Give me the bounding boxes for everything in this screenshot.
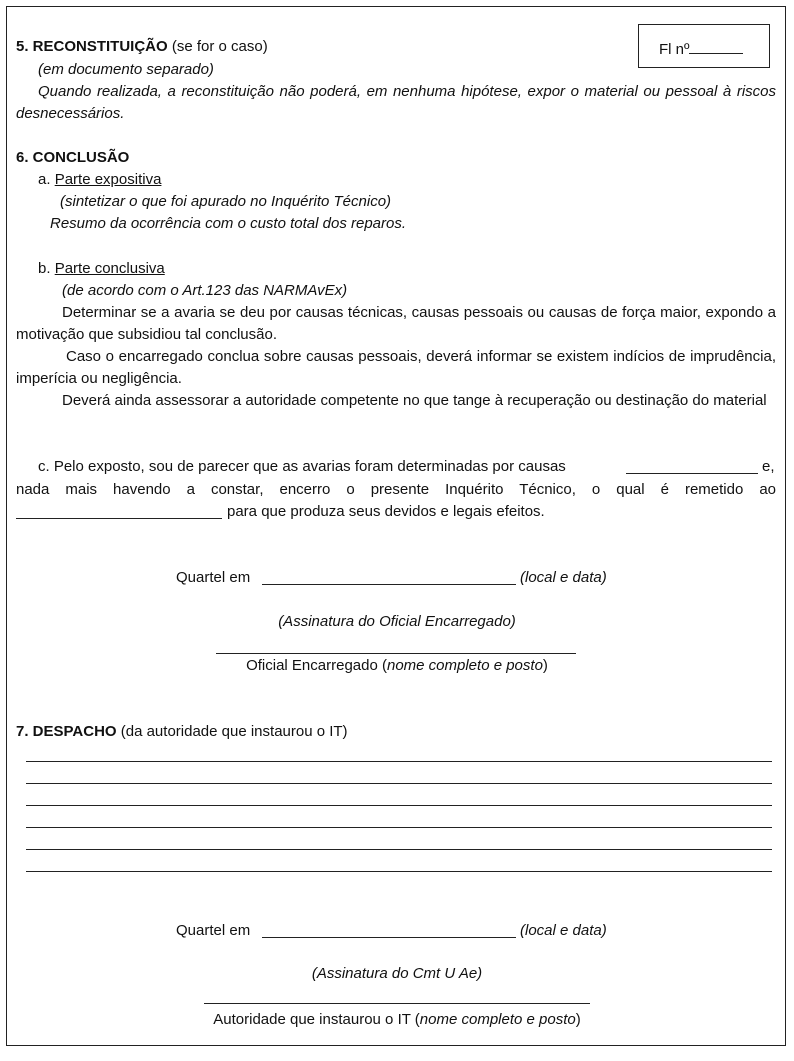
section-6a-label: Parte expositiva xyxy=(54,171,162,188)
section-6a-note: (sintetizar o que foi apurado no Inquérito Técnico) xyxy=(60,193,392,210)
sheet-number-box xyxy=(638,24,770,68)
section-5-title: 5. RECONSTITUIÇÃO xyxy=(16,38,168,55)
section-6c-text-1a: c. Pelo exposto, sou de parecer que as avarias foram determinadas por causas xyxy=(38,458,566,475)
section-6-place-note: (local e data) xyxy=(520,569,607,586)
section-7-title-suffix: (da autoridade que instaurou o IT) xyxy=(116,723,348,740)
section-5-paragraph: Quando realizada, a reconstituição não poderá, em nenhuma hipótese, expor o material ou pessoal à riscos desnecessários. xyxy=(16,83,776,122)
section-6-place-label: Quartel em xyxy=(176,569,251,586)
section-6-signer xyxy=(0,657,794,675)
section-7-signature-note: (Assinatura do Cmt U Ae) xyxy=(311,965,483,982)
section-6a-prefix: a. xyxy=(38,171,55,188)
section-7-heading xyxy=(16,723,348,741)
dispatch-line-1[interactable] xyxy=(26,761,772,762)
section-6a-heading xyxy=(38,171,161,189)
section-7-title: 7. DESPACHO xyxy=(16,723,117,740)
section-6c-line-2: nada mais havendo a constar, encerro o presente Inquérito Técnico, o qual é remetido ao xyxy=(16,481,776,498)
section-5-heading xyxy=(16,38,268,56)
section-5-title-suffix: (se for o caso) xyxy=(167,38,268,55)
sheet-number-label: Fl nº xyxy=(659,41,690,58)
section-5-note: (em documento separado) xyxy=(38,61,214,78)
dispatch-line-3[interactable] xyxy=(26,805,772,806)
section-6b-paragraph-3: Deverá ainda assessorar a autoridade competente no que tange à recuperação ou destinação do material xyxy=(62,392,767,409)
section-7-signature-line[interactable] xyxy=(204,1003,590,1004)
section-6b-note: (de acordo com o Art.123 das NARMAvEx) xyxy=(62,282,348,299)
section-7-signer-prefix: Autoridade que instaurou o IT ( xyxy=(213,1011,420,1028)
section-6-place-date-line[interactable] xyxy=(262,584,516,585)
section-6-signature-note: (Assinatura do Oficial Encarregado) xyxy=(278,613,516,630)
section-6-signature-line[interactable] xyxy=(216,653,576,654)
dispatch-line-4[interactable] xyxy=(26,827,772,828)
section-6-signer-italic: nome completo e posto xyxy=(386,657,543,674)
section-6b-paragraph-1: Determinar se a avaria se deu por causas técnicas, causas pessoais ou causas de força maior, expondo a motivação que subsidiou tal conclusão. xyxy=(16,304,776,343)
sheet-number-field[interactable] xyxy=(689,39,743,54)
section-6b-label: Parte conclusiva xyxy=(54,260,165,277)
section-6a-text: Resumo da ocorrência com o custo total dos reparos. xyxy=(50,215,407,232)
section-6c-line-3: para que produza seus devidos e legais efeitos. xyxy=(227,503,545,520)
section-6c-text-1b: e, xyxy=(762,458,775,475)
section-6-title: 6. CONCLUSÃO xyxy=(16,149,130,166)
section-7-place-date-line[interactable] xyxy=(262,937,516,938)
section-7-place-note: (local e data) xyxy=(520,922,607,939)
recipient-blank-line[interactable] xyxy=(16,518,222,519)
section-7-place-label: Quartel em xyxy=(176,922,251,939)
dispatch-line-2[interactable] xyxy=(26,783,772,784)
section-6c-line-1 xyxy=(38,458,566,476)
section-6-signer-suffix: ) xyxy=(542,657,548,674)
section-6b-heading xyxy=(38,260,165,278)
cause-blank-line[interactable] xyxy=(626,473,758,474)
section-7-signer xyxy=(0,1011,794,1029)
dispatch-line-5[interactable] xyxy=(26,849,772,850)
section-7-signer-italic: nome completo e posto xyxy=(419,1011,576,1028)
section-6-signer-prefix: Oficial Encarregado ( xyxy=(246,657,387,674)
section-6b-prefix: b. xyxy=(38,260,55,277)
section-7-signer-suffix: ) xyxy=(575,1011,581,1028)
dispatch-line-6[interactable] xyxy=(26,871,772,872)
section-6b-paragraph-2: Caso o encarregado conclua sobre causas pessoais, deverá informar se existem indícios de imprudência, imperícia ou negligência. xyxy=(16,348,776,387)
